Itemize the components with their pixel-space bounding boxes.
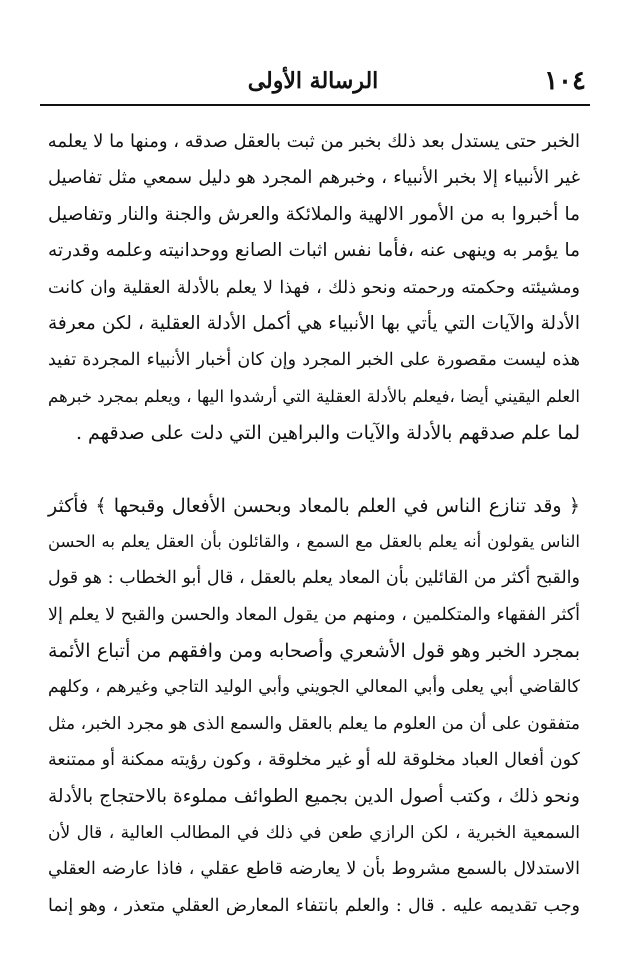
text-line: العلم اليقيني أيضا ،فيعلم بالأدلة العقلية التي أرشدوا اليها ، ويعلم بمجرد خبرهم: [48, 386, 580, 406]
text-line: ونحو ذلك ، وكتب أصول الدين بجميع الطوائف مملوءة بالاحتجاج بالأدلة: [48, 785, 580, 807]
text-line: هذه ليست مقصورة على الخبر المجرد وإن كان أخبار الأنبياء المجردة تفيد: [48, 350, 580, 371]
body-text: [48, 124, 580, 924]
text-line: غير الأنبياء إلا بخبر الأنبياء ، وخبرهم المجرد هو دليل سمعي مثل تفاصيل: [48, 167, 580, 189]
text-line: ما يؤمر به وينهى عنه ،فأما نفس اثبات الصانع ووحدانيته وعلمه وقدرته: [48, 240, 580, 262]
text-line: الناس يقولون أنه يعلم بالعقل مع السمع ، والقائلون بأن العقل يعلم به الحسن: [48, 531, 580, 551]
text-line: ﴿ وقد تنازع الناس في العلم بالمعاد وبحسن الأفعال وقبحها ﴾ فأكثر: [48, 494, 580, 517]
page-header: [40, 64, 586, 104]
text-line: الخبر حتى يستدل بعد ذلك بخبر من ثبت بالعقل صدقه ، ومنها ما لا يعلمه: [47, 131, 580, 152]
text-line: أكثر الفقهاء والمتكلمين ، ومنهم من يقول المعاد والحسن والقبح لا يعلم إلا: [48, 604, 580, 625]
text-line: الاستدلال بالسمع مشروط بأن لا يعارضه قاطع عقلي ، فاذا عارضه العقلي: [48, 859, 580, 880]
text-line: لما علم صدقهم بالأدلة والآيات والبراهين التي دلت على صدقهم .: [75, 422, 580, 445]
text-line: كالقاضي أبي يعلى وأبي المعالي الجويني وأبي الوليد التاجي وغيرهم ، وكلهم: [48, 677, 580, 698]
text-line: كون أفعال العباد مخلوقة لله أو غير مخلوقة ، وكون رؤيته ممكنة أو ممتنعة: [48, 750, 580, 771]
running-title: الرسالة الأولى: [247, 68, 379, 94]
text-line: ومشيئته وحكمته ورحمته ونحو ذلك ، فهذا لا يعلم بالأدلة العقلية وان كانت: [48, 277, 580, 298]
text-line: ما أخبروا به من الأمور الالهية والملائكة والعرش والجنة والنار وتفاصيل: [48, 203, 580, 225]
text-line: السمعية الخبرية ، لكن الرازي طعن في ذلك في المطالب العالية ، قال لأن: [48, 823, 580, 844]
paragraph-1: [48, 124, 580, 452]
page-number: ١٠٤: [544, 66, 586, 96]
text-line: بمجرد الخبر وهو قول الأشعري وأصحابه ومن وافقهم من أتباع الأئمة: [48, 640, 580, 663]
header-rule: [40, 104, 590, 106]
text-line: وجب تقديمه عليه . قال : والعلم بانتفاء المعارض العقلي متعذر ، وهو إنما: [48, 895, 580, 916]
text-line: الأدلة والآيات التي يأتي بها الأنبياء هي أكمل الأدلة العقلية ، لكن معرفة: [48, 312, 580, 334]
text-line: والقبح أكثر من القائلين بأن المعاد يعلم بالعقل ، قال أبو الخطاب : هو قول: [48, 568, 580, 589]
text-line: متفقون على أن من العلوم ما يعلم بالعقل والسمع الذى هو مجرد الخبر، مثل: [48, 713, 580, 734]
paragraph-2: [48, 488, 580, 925]
